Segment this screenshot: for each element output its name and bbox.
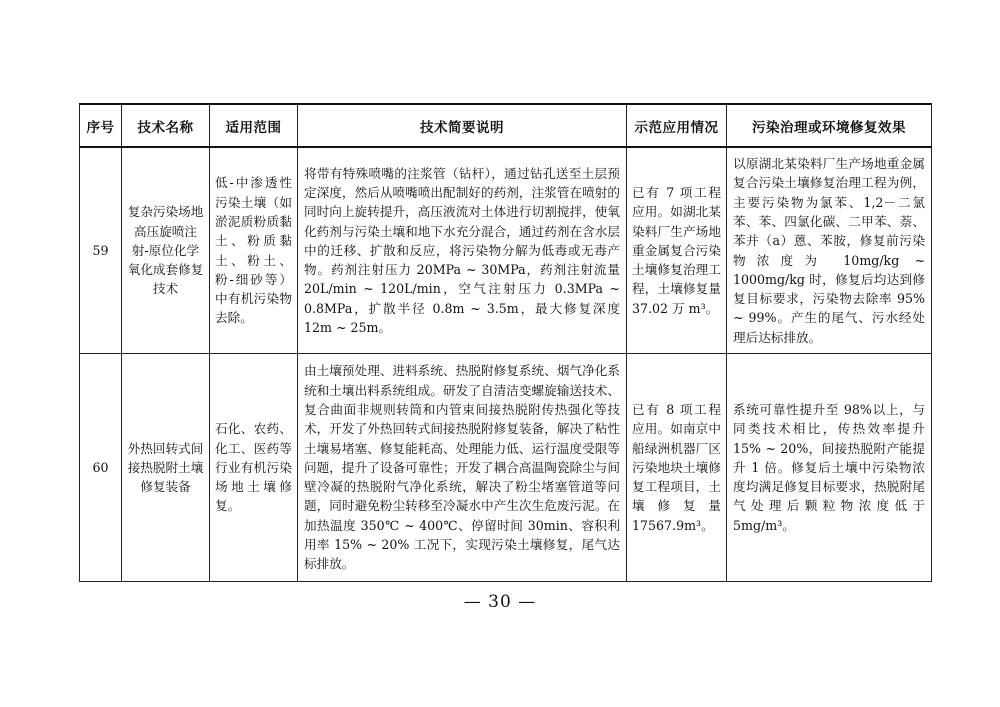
cell-desc: 由土壤预处理、进料系统、热脱附修复系统、烟气净化系统和土壤出料系统组成。研发了自清洁变螺旋输送技术、复合曲面非规则转筒和内管束间接热脱附传热强化等技术，开发了外热回转式间接热脱附修复装备，解决了粘性土壤易堵塞、修复能耗高、处理能力低、运行温度受限等问题，提升了设备可靠性；开发了耦合高温陶瓷除尘与间壁冷凝的热脱附气净化系统，解决了粉尘堵塞管道等问题，同时避免粉尘转移至冷凝水中产生次生危废污泥。在加热温度 350℃ ~ 400℃、停留时间 30min、容积利用率 15% ~ 20% 工况下，实现污染土壤修复，尾气达标排放。 bbox=[298, 354, 627, 582]
header-app: 示范应用情况 bbox=[627, 104, 727, 147]
header-effect: 污染治理或环境修复效果 bbox=[727, 104, 932, 147]
header-desc: 技术简要说明 bbox=[298, 104, 627, 147]
cell-name: 复杂污染场地高压旋喷注射-原位化学氧化成套修复技术 bbox=[122, 147, 210, 354]
table-header-row bbox=[80, 104, 932, 147]
cell-name: 外热回转式间接热脱附土壤修复装备 bbox=[122, 354, 210, 582]
cell-no: 59 bbox=[80, 147, 122, 354]
cell-scope: 石化、农药、化工、医药等行业有机污染场地土壤修复。 bbox=[210, 354, 298, 582]
cell-desc: 将带有特殊喷嘴的注浆管（钻杆），通过钻孔送至土层预定深度，然后从喷嘴喷出配制好的药剂，注浆管在喷射的同时向上旋转提升，高压液流对土体进行切割搅拌，使氧化药剂与污染土壤和地下水充分混合，通过药剂在含水层中的迁移、扩散和反应，将污染物分解为低毒或无毒产物。药剂注射压力 20MPa ~ 30MPa，药剂注射流量 20L/min ~ 120L/min，空气注射压力 0.3MPa ~ 0.8MPa，扩散半径 0.8m ~ 3.5m，最大修复深度 12m ~ 25m。 bbox=[298, 147, 627, 354]
header-no: 序号 bbox=[80, 104, 122, 147]
table-row bbox=[80, 354, 932, 582]
cell-effect: 系统可靠性提升至 98%以上，与同类技术相比，传热效率提升 15% ~ 20%，间接热脱附产能提升 1 倍。修复后土壤中污染物浓度均满足修复目标要求，热脱附尾气处理后颗粒物浓度低于 5mg/m³。 bbox=[727, 354, 932, 582]
cell-no: 60 bbox=[80, 354, 122, 582]
header-name: 技术名称 bbox=[122, 104, 210, 147]
cell-effect: 以原湖北某染料厂生产场地重金属复合污染土壤修复治理工程为例，主要污染物为氯苯、1,2－二氯苯、苯、四氯化碳、二甲苯、萘、苯并（a）蒽、苯胺，修复前污染物浓度为 10mg/kg ~ 1000mg/kg 时，修复后均达到修复目标要求，污染物去除率 95% ~ 99%。产生的尾气、污水经处理后达标排放。 bbox=[727, 147, 932, 354]
cell-app: 已有 8 项工程应用。如南京中船绿洲机器厂区污染地块土壤修复工程项目，土壤修复量 17567.9m³。 bbox=[627, 354, 727, 582]
table-row bbox=[80, 147, 932, 354]
header-scope: 适用范围 bbox=[210, 104, 298, 147]
cell-scope: 低-中渗透性污染土壤（如淤泥质粉质黏土、粉质黏土、粉土、粉-细砂等）中有机污染物去除。 bbox=[210, 147, 298, 354]
cell-app: 已有 7 项工程应用。如湖北某染料厂生产场地重金属复合污染土壤修复治理工程，土壤修复量 37.02 万 m³。 bbox=[627, 147, 727, 354]
page-number: — 30 — bbox=[463, 592, 537, 612]
technology-table bbox=[79, 103, 932, 582]
